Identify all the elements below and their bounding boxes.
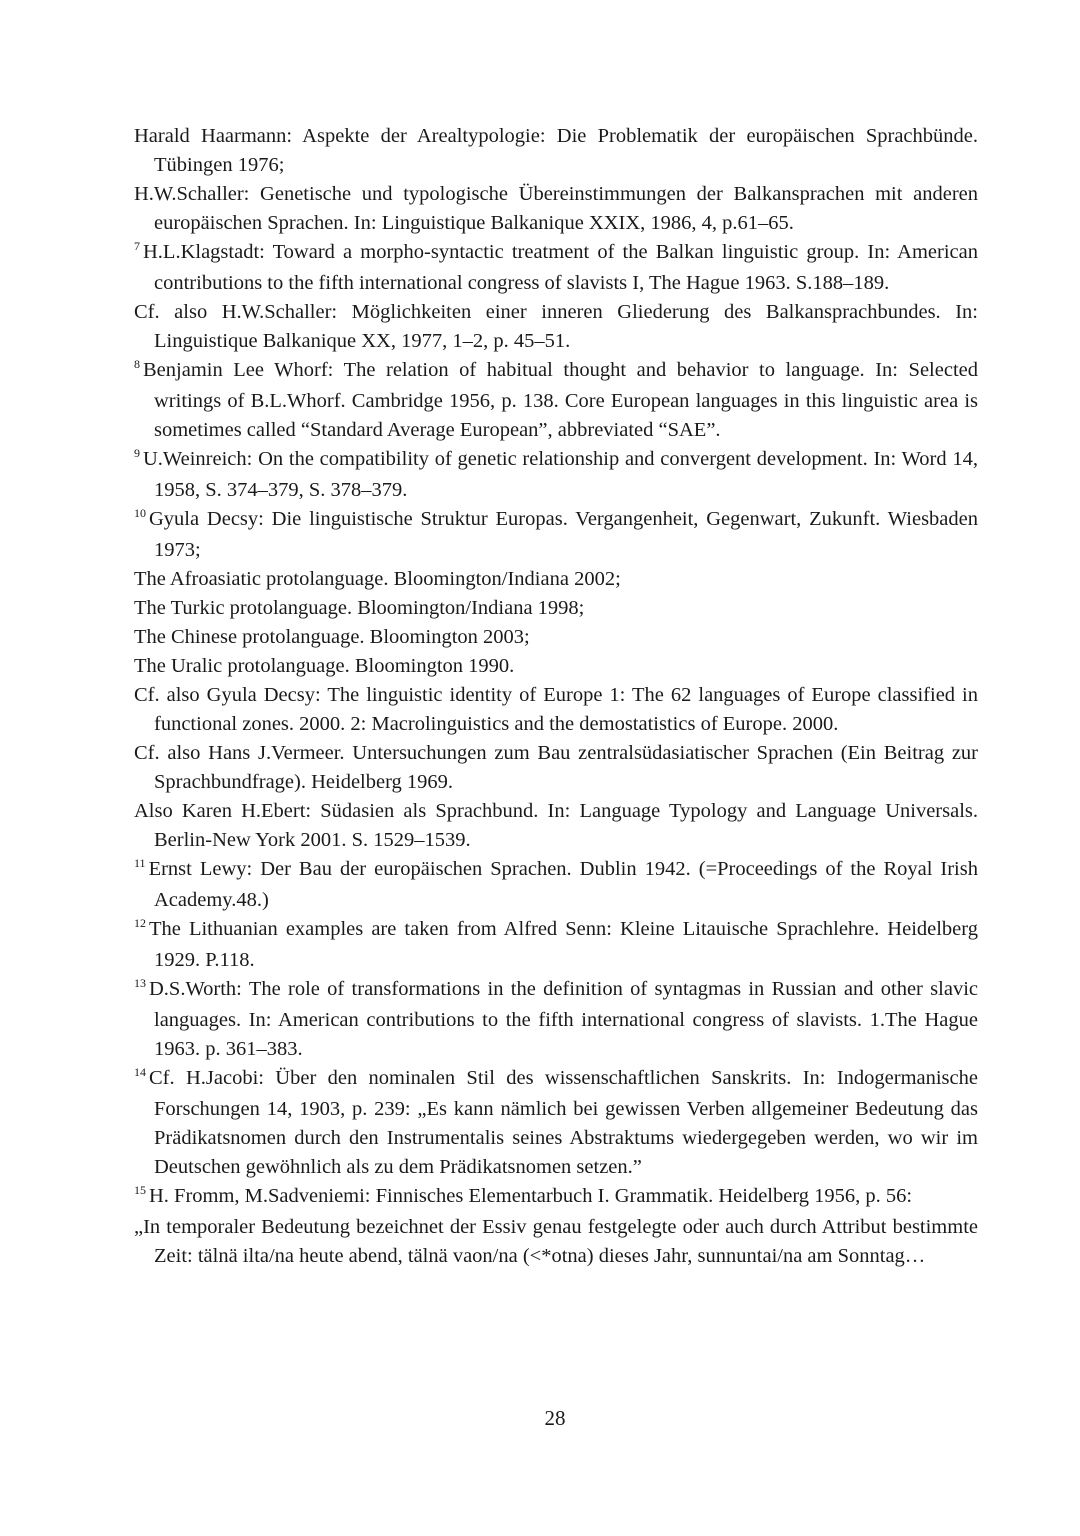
footnote-entry bbox=[134, 1182, 978, 1213]
footnote-entry bbox=[134, 1213, 978, 1271]
footnote-marker: 11 bbox=[134, 856, 146, 870]
footnote-text: H. Fromm, M.Sadveniemi: Finnisches Elementarbuch I. Grammatik. Heidelberg 1956, p. 56: bbox=[149, 1185, 913, 1207]
footnote-text: The Lithuanian examples are taken from Alfred Senn: Kleine Litauische Sprachlehre. Heidelberg 1929. P.118. bbox=[149, 918, 978, 971]
footnote-entry bbox=[134, 445, 978, 505]
footnote-entry bbox=[134, 855, 978, 915]
footnotes-body bbox=[134, 122, 978, 1271]
footnote-marker: 12 bbox=[134, 916, 146, 930]
footnote-text: „In temporaler Bedeutung bezeichnet der Essiv genau festgelegte oder auch durch Attribut bestimmte Zeit: tälnä ilta/na heute abend, tälnä vaon/na (<*otna) dieses Jahr, sunnuntai/na am Sonntag… bbox=[134, 1216, 978, 1267]
footnote-entry bbox=[134, 594, 978, 623]
footnote-marker: 15 bbox=[134, 1183, 146, 1197]
footnote-entry bbox=[134, 1064, 978, 1182]
footnote-entry bbox=[134, 356, 978, 445]
footnote-text: The Afroasiatic protolanguage. Bloomington/Indiana 2002; bbox=[134, 568, 621, 590]
footnote-entry bbox=[134, 505, 978, 565]
footnote-marker: 14 bbox=[134, 1065, 146, 1079]
footnote-entry bbox=[134, 565, 978, 594]
footnote-entry bbox=[134, 975, 978, 1064]
footnote-text: Cf. also H.W.Schaller: Möglichkeiten einer inneren Gliederung des Balkansprachbundes. In: Linguistique Balkanique XX, 1977, 1–2, p. 45–51. bbox=[134, 301, 978, 352]
footnote-entry bbox=[134, 797, 978, 855]
footnote-entry bbox=[134, 180, 978, 238]
footnote-marker: 13 bbox=[134, 976, 146, 990]
footnote-text: Cf. also Gyula Decsy: The linguistic identity of Europe 1: The 62 languages of Europe classified in functional zones. 2000. 2: Macrolinguistics and the demostatistics of Europe. 2000. bbox=[134, 684, 978, 735]
footnote-marker: 9 bbox=[134, 446, 140, 460]
page-number: 28 bbox=[544, 1406, 566, 1430]
footnote-entry bbox=[134, 681, 978, 739]
footnote-text: Benjamin Lee Whorf: The relation of habitual thought and behavior to language. In: Selected writings of B.L.Whorf. Cambridge 1956, p. 138. Core European languages in this linguistic area is sometimes called “Standard Average European”, abbreviated “SAE”. bbox=[143, 359, 978, 441]
footnote-marker: 10 bbox=[134, 506, 146, 520]
footnote-entry bbox=[134, 915, 978, 975]
footnote-entry bbox=[134, 623, 978, 652]
footnote-text: Gyula Decsy: Die linguistische Struktur Europas. Vergangenheit, Gegenwart, Zukunft. Wiesbaden 1973; bbox=[149, 508, 978, 561]
footnote-text: U.Weinreich: On the compatibility of genetic relationship and convergent development. In: Word 14, 1958, S. 374–379, S. 378–379. bbox=[143, 448, 978, 501]
footnote-entry bbox=[134, 739, 978, 797]
footnote-text: The Chinese protolanguage. Bloomington 2003; bbox=[134, 626, 530, 648]
footnote-text: H.W.Schaller: Genetische und typologische Übereinstimmungen der Balkansprachen mit anderen europäischen Sprachen. In: Linguistique Balkanique XXIX, 1986, 4, p.61–65. bbox=[134, 183, 978, 234]
footnote-entry bbox=[134, 238, 978, 298]
footnote-text: Also Karen H.Ebert: Südasien als Sprachbund. In: Language Typology and Language Universals. Berlin-New York 2001. S. 1529–1539. bbox=[134, 800, 978, 851]
footnote-text: H.L.Klagstadt: Toward a morpho-syntactic treatment of the Balkan linguistic group. In: American contributions to the fifth international congress of slavists I, The Hague 1963. S.188–189. bbox=[143, 241, 978, 294]
footnote-entry bbox=[134, 122, 978, 180]
footnote-marker: 8 bbox=[134, 357, 140, 371]
footnote-entry bbox=[134, 652, 978, 681]
footnote-text: Harald Haarmann: Aspekte der Arealtypologie: Die Problematik der europäischen Sprachbünde. Tübingen 1976; bbox=[134, 125, 978, 176]
footnote-marker: 7 bbox=[134, 239, 140, 253]
footnote-text: Cf. also Hans J.Vermeer. Untersuchungen zum Bau zentralsüdasiatischer Sprachen (Ein Beitrag zur Sprachbundfrage). Heidelberg 1969. bbox=[134, 742, 978, 793]
footnote-text: Cf. H.Jacobi: Über den nominalen Stil des wissenschaftlichen Sanskrits. In: Indogermanische Forschungen 14, 1903, p. 239: „Es kann nämlich bei gewissen Verben allgemeiner Bedeutung das Prädikatsnomen durch den Instrumentalis seines Abstraktums wiedergegeben werden, wo wir im Deutschen gewöhnlich als zu dem Prädikatsnomen setzen.” bbox=[149, 1067, 978, 1178]
footnote-text: The Turkic protolanguage. Bloomington/Indiana 1998; bbox=[134, 597, 585, 619]
footnote-entry bbox=[134, 298, 978, 356]
footnote-text: D.S.Worth: The role of transformations in the definition of syntagmas in Russian and other slavic languages. In: American contributions to the fifth international congress of slavists. 1.The Hague 1963. p. 361–383. bbox=[149, 978, 978, 1060]
footnote-text: The Uralic protolanguage. Bloomington 1990. bbox=[134, 655, 515, 677]
footnote-text: Ernst Lewy: Der Bau der europäischen Sprachen. Dublin 1942. (=Proceedings of the Royal Irish Academy.48.) bbox=[148, 858, 978, 911]
